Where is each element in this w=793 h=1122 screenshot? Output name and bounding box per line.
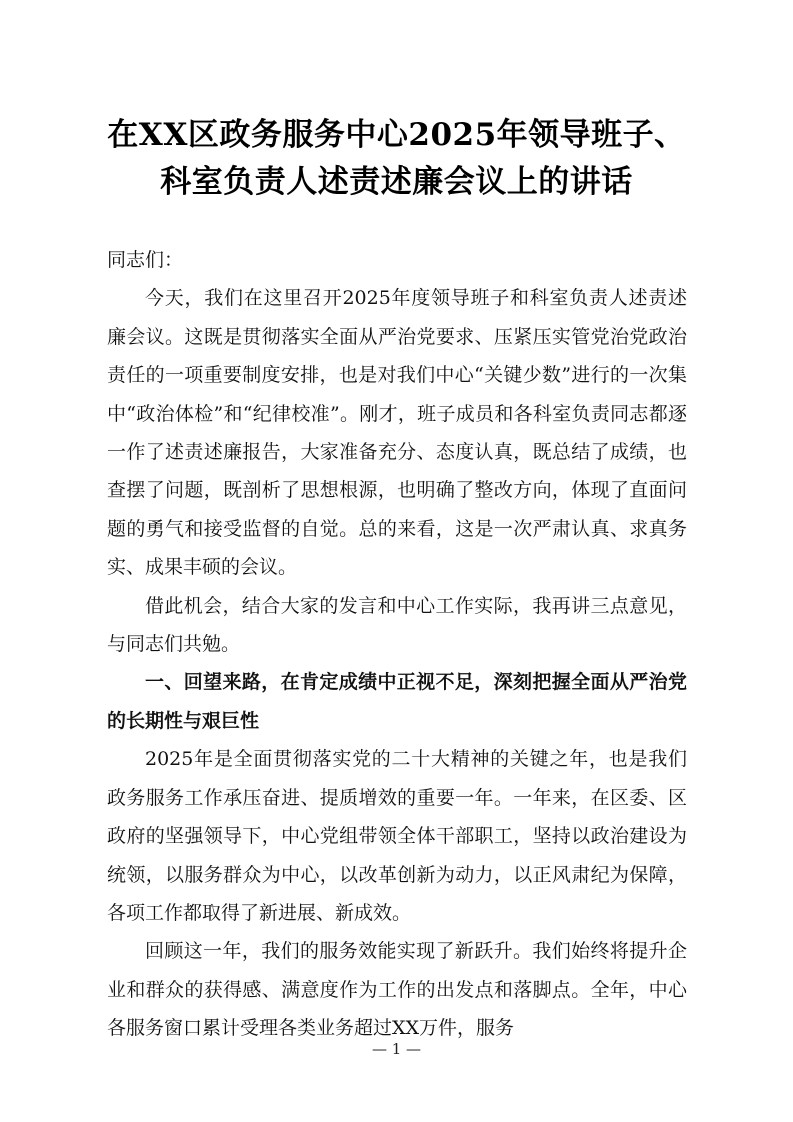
page-number: — 1 —	[371, 1040, 422, 1058]
title-line-1: 在XX区政务服务中心2025年领导班子、	[107, 117, 686, 153]
paragraph-transition: 借此机会，结合大家的发言和中心工作实际，我再讲三点意见，与同志们共勉。	[107, 594, 687, 656]
paragraph-review: 回顾这一年，我们的服务效能实现了新跃升。我们始终将提升企业和群众的获得感、满意度作为工作的出发点和落脚点。全年，中心各服务窗口累计受理各类业务超过XX万件，服务	[107, 940, 687, 1040]
paragraph-opening: 今天，我们在这里召开2025年度领导班子和科室负责人述责述廉会议。这既是贯彻落实全面从严治党要求、压紧压实管党治党政治责任的一项重要制度安排，也是对我们中心“关键少数”进行的一次集中“政治体检”和“纪律校准”。刚才，班子成员和各科室负责同志都逐一作了述责述廉报告，大家准备充分、态度认真，既总结了成绩，也查摆了问题，既剖析了思想根源，也明确了整改方向，体现了直面问题的勇气和接受监督的自觉。总的来看，这是一次严肃认真、求真务实、成果丰硕的会议。	[107, 287, 687, 579]
document-body	[107, 241, 687, 1048]
section-heading-1: 一、回望来路，在肯定成绩中正视不足，深刻把握全面从严治党的长期性与艰巨性	[107, 671, 687, 732]
title-line-2: 科室负责人述责述廉会议上的讲话	[160, 164, 633, 200]
salutation: 同志们：	[107, 249, 184, 271]
document-title	[60, 112, 733, 206]
paragraph-section-intro: 2025年是全面贯彻落实党的二十大精神的关键之年，也是我们政务服务工作承压奋进、提质增效的重要一年。一年来，在区委、区政府的坚强领导下，中心党组带领全体干部职工，坚持以政治建设为统领，以服务群众为中心，以改革创新为动力，以正风肃纪为保障，各项工作都取得了新进展、新成效。	[107, 748, 687, 924]
